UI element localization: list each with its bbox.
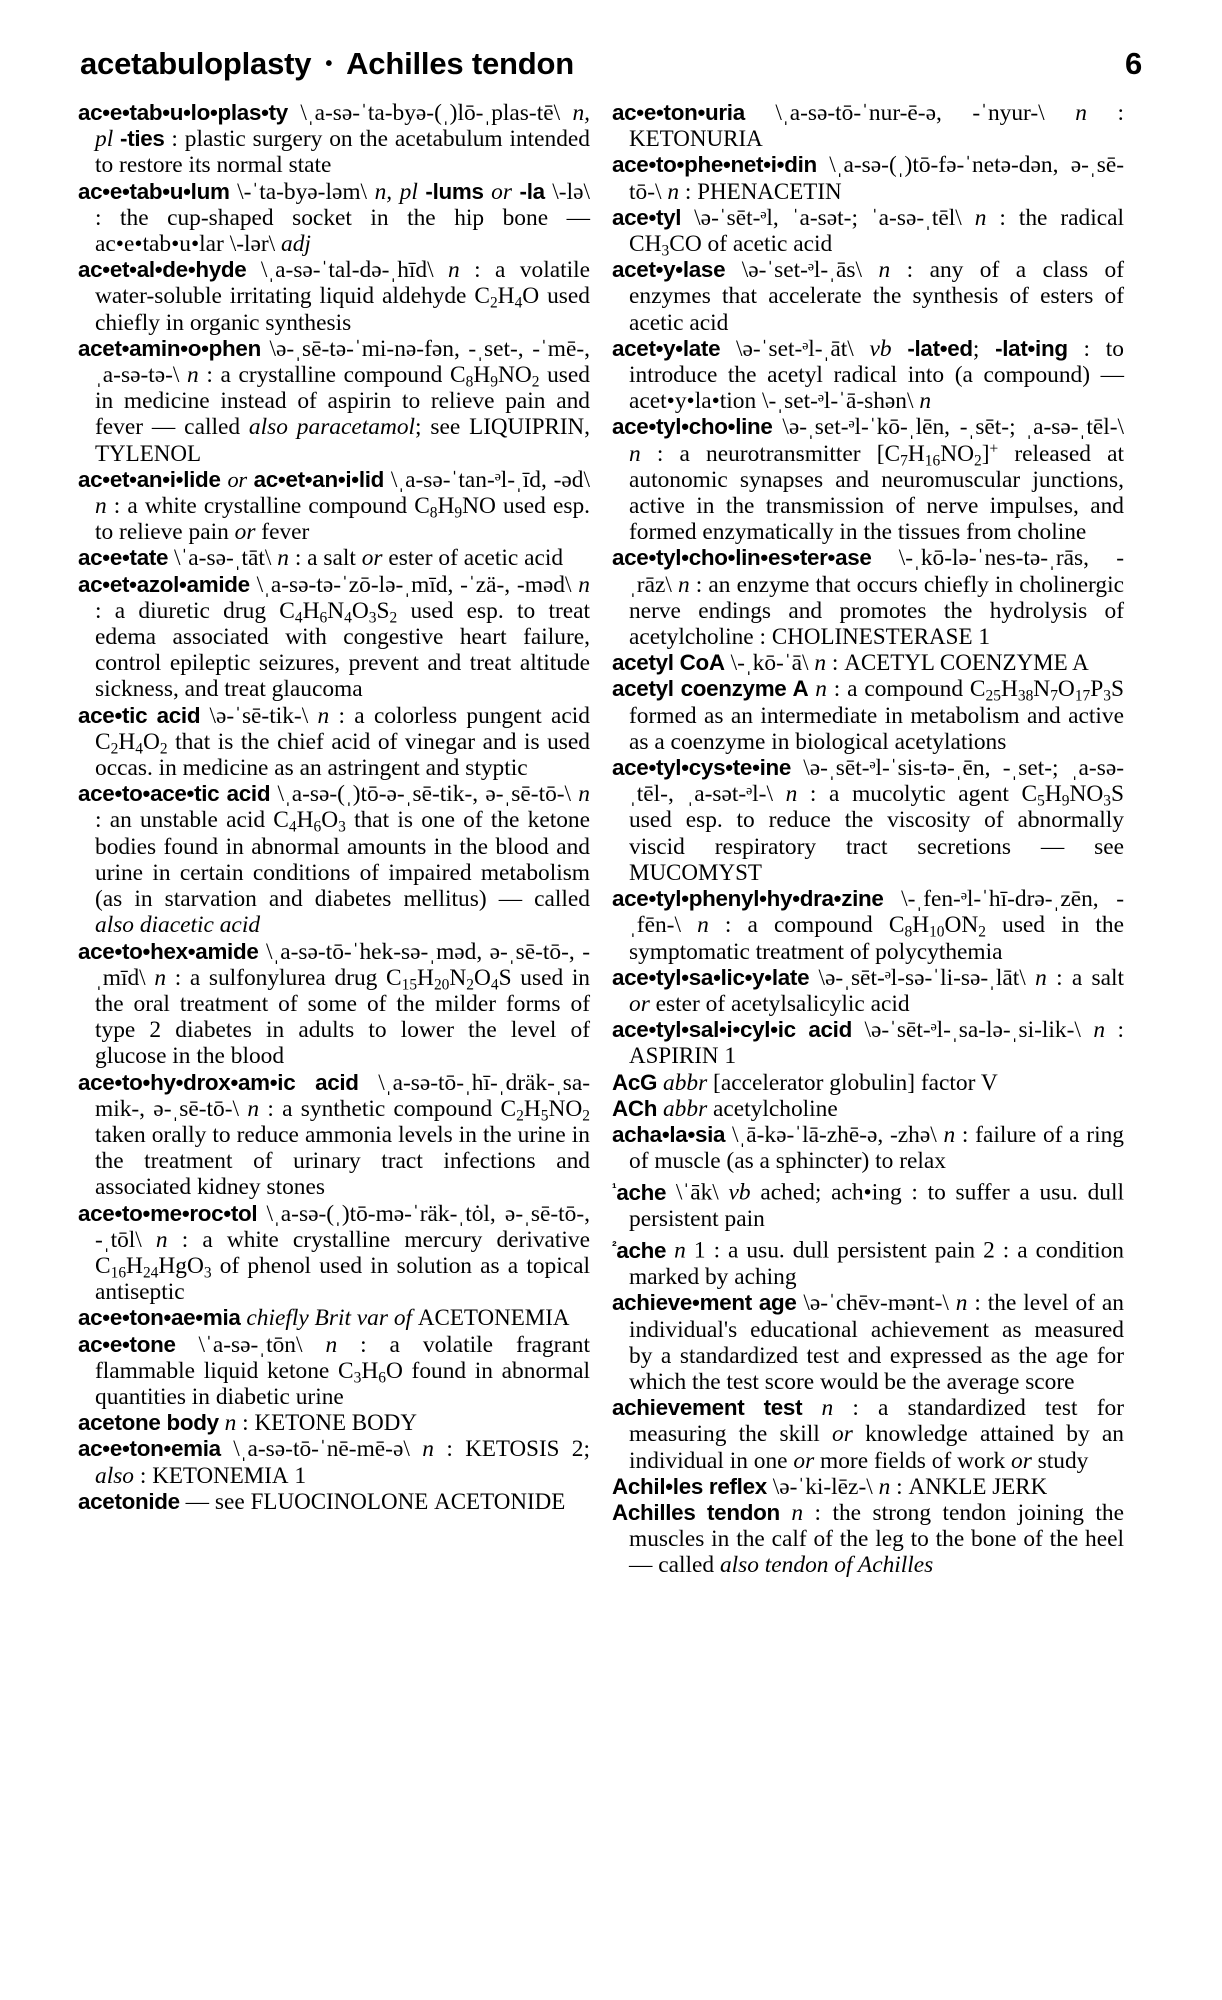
entry-definition: n : the strong tendon joining the muscles in the calf of the leg to the bone of the heel — called also tendon of Achilles [629, 1500, 1124, 1579]
entry-definition: chiefly Brit var of ACETONEMIA [246, 1305, 570, 1332]
entry-definition: \ˌa-sə-tō-ˈnur-ē-ə, -ˈnyur-\ n : KETONURIA [629, 100, 1124, 152]
dictionary-entry [612, 650, 1124, 676]
dictionary-entry [78, 1070, 590, 1201]
dictionary-entry [78, 939, 590, 1070]
entry-headword: Achilles tendon [612, 1500, 780, 1526]
entry-definition: \ˌa-sə-tə-ˈzō-lə-ˌmīd, -ˈzä-, -məd\ n : a diuretic drug $C_4H_6N_4O_3S_2$ used esp. to treat edema associated with congestive heart failure, control epileptic seizures, prevent and treat altitude sickness, and treat glaucoma [95, 571, 590, 703]
dictionary-entry [612, 100, 1124, 152]
dictionary-entry [78, 257, 590, 336]
entry-definition: abbr acetylcholine [662, 1095, 838, 1122]
entry-headword: ac•e•ton•uria [612, 100, 745, 125]
running-head [78, 46, 1144, 82]
entry-headword: ace•to•hy•drox•am•ic acid [78, 1069, 359, 1095]
dictionary-entry [78, 1332, 590, 1411]
entry-headword: ac•e•tone [78, 1331, 176, 1357]
entry-definition: \ˌa-sə-(ˌ)tō-mə-ˈräk-ˌtȯl, ə-ˌsē-tō-, -ˌtōl\ n : a white crystalline mercury derivative $C_{16}H_{24}HgO_3$ of phenol used in solution as a topical antiseptic [95, 1200, 590, 1306]
dictionary-entry [612, 545, 1124, 650]
entry-headword: ace•tyl•cho•lin•es•ter•ase [612, 545, 872, 571]
dictionary-entry [612, 676, 1124, 755]
entry-definition: \ˌa-sə-ˈtal-də-ˌhīd\ n : a volatile water-soluble irritating liquid aldehyde $C_2H_4O$ used chiefly in organic synthesis [95, 257, 590, 336]
entry-headword: ace•to•phe•net•i•din [612, 152, 817, 178]
entry-headword: Achil•les reflex [612, 1473, 767, 1499]
dictionary-entry [612, 1232, 1124, 1290]
entry-definition: — see FLUOCINOLONE ACETONIDE [179, 1488, 566, 1515]
entry-headword: ace•tyl•phenyl•hy•dra•zine [612, 886, 884, 912]
dictionary-entry [612, 1500, 1124, 1579]
dictionary-entry [612, 1122, 1124, 1174]
entry-definition: \ˌa-sə-tō-ˈnē-mē-ə\ n : KETOSIS 2; also : KETONEMIA 1 [95, 1436, 590, 1489]
dictionary-entry [612, 1474, 1124, 1500]
dictionary-entry [612, 755, 1124, 886]
dictionary-entry [612, 1174, 1124, 1232]
entry-headword: acetonide [78, 1488, 180, 1514]
entry-definition: \ˌa-sə-tō-ˌhī-ˌdräk-ˌsa-mik-, ə-ˌsē-tō-\ n : a synthetic compound $C_2H_5NO_2$ taken orally to reduce ammonia levels in the urine in the treatment of urinary tract infections and associated kidney stones [95, 1069, 591, 1201]
entry-definition: \ˈa-sə-ˌtōn\ n : a volatile fragrant flammable liquid ketone $C_3H_6O$ found in abnormal quantities in diabetic urine [95, 1331, 590, 1410]
entry-definition: \ə-ˈki-lēz-\ n : ANKLE JERK [766, 1473, 1048, 1500]
entry-headword: ac•e•ton•emia [78, 1436, 221, 1462]
dictionary-entry [78, 467, 590, 546]
running-head-words [80, 46, 574, 82]
dictionary-entry [612, 965, 1124, 1017]
entry-definition: \ə-ˈset-ᵊl-ˌās\ n : any of a class of enzymes that accelerate the synthesis of esters of acetic acid [629, 257, 1125, 336]
entry-headword: achieve•ment age [612, 1290, 797, 1316]
entry-definition: \ˌa-sə-ˈta-byə-(ˌ)lō-ˌplas-tē\ n, pl -ties : plastic surgery on the acetabulum intended to restore its normal state [95, 100, 591, 179]
entry-headword: ace•to•hex•amide [78, 938, 259, 964]
dictionary-entry [612, 1395, 1124, 1474]
entry-headword: ace•tyl•sal•i•cyl•ic acid [612, 1017, 852, 1043]
dictionary-entry [612, 1096, 1124, 1122]
entry-definition: abbr [accelerator globulin] factor V [663, 1069, 998, 1096]
entry-headword: acet•y•late [612, 335, 721, 361]
dictionary-entry [612, 1290, 1124, 1395]
right-column [612, 100, 1124, 1579]
dictionary-entry [78, 572, 590, 703]
column-container [78, 100, 1144, 1579]
dictionary-entry [78, 703, 590, 782]
dictionary-entry [612, 152, 1124, 204]
dictionary-entry [612, 1070, 1124, 1096]
dictionary-entry [612, 204, 1124, 260]
entry-definition: \ˌa-sə-tō-ˈhek-sə-ˌməd, ə-ˌsē-tō-, -ˌmīd\ n : a sulfonylurea drug $C_{15}H_{20}N_2O_4S$ used in the oral treatment of some of the milder forms of type 2 diabetes in adults to lower the level of glucose in the blood [95, 938, 591, 1070]
entry-headword: ace•tyl•cho•line [612, 414, 773, 440]
entry-headword: ac•et•azol•amide [78, 571, 250, 597]
dictionary-entry [78, 1489, 590, 1515]
entry-headword: ace•tyl•sa•lic•y•late [612, 964, 810, 990]
running-head-left-guideword: acetabuloplasty [80, 46, 312, 81]
entry-headword: ace•tyl [612, 204, 682, 230]
entry-definition: n 1 : a usu. dull persistent pain 2 : a condition marked by aching [629, 1237, 1124, 1291]
dictionary-entry [78, 1410, 590, 1436]
entry-definition: \-ˈta-byə-ləm\ n, pl -lums or -la \-lə\ : the cup-shaped socket in the hip bone — ac•e•tab•u•lar \-lər\ adj [95, 178, 590, 258]
entry-definition: \ə-ˌset-ᵊl-ˈkō-ˌlēn, -ˌsēt-; ˌa-sə-ˌtēl-\ n : a neurotransmitter $[C_7H_{16}NO_2]^+$ released at autonomic synapses and neuromuscular junctions, active in the transmission of nerve impulses, and formed enzymatically in the tissues from choline [629, 414, 1124, 546]
entry-headword: acetyl coenzyme A [612, 676, 809, 702]
entry-definition: \ˌa-sə-(ˌ)tō-fə-ˈnetə-dən, ə-ˌsē-tō-\ n : PHENACETIN [629, 152, 1124, 205]
entry-headword: ac•et•al•de•hyde [78, 257, 247, 283]
dictionary-entry [78, 336, 590, 467]
entry-definition: \ˌa-sə-(ˌ)tō-ə-ˌsē-tik-, ə-ˌsē-tō-\ n : an unstable acid $C_4H_6O_3$ that is one of the ketone bodies found in abnormal amounts in the blood and urine in certain conditions of impaired metabolism (as in starvation and diabetes mellitus) — called also diacetic acid [95, 781, 590, 939]
entry-definition: \ə-ˌsēt-ᵊl-ˈsis-tə-ˌēn, -ˌset-; ˌa-sə-ˌtēl-, ˌa-sət-ᵊl-\ n : a mucolytic agent $C_5H_9NO_3S$ used esp. to reduce the viscosity of abnormally viscid respiratory tract secretions — see MUCOMYST [629, 755, 1124, 885]
dictionary-entry [78, 1201, 590, 1306]
dictionary-entry [78, 781, 590, 938]
entry-headword: $^{^1}$ache [612, 1179, 667, 1205]
entry-definition: \ə-ˈsēt-ᵊl-ˌsa-lə-ˌsi-lik-\ n : ASPIRIN 1 [629, 1017, 1124, 1070]
entry-definition: \ə-ˌsē-tə-ˈmi-nə-fən, -ˌset-, -ˈmē-, ˌa-sə-tə-\ n : a crystalline compound $C_8H_9NO_2$ used in medicine instead of aspirin to relieve pain and fever — called also paracetamol; see LIQUIPRIN, TYLENOL [95, 335, 591, 466]
entry-definition: \ə-ˈset-ᵊl-ˌāt\ vb -lat•ed; -lat•ing : to introduce the acetyl radical into (a compound) — acet•y•la•tion \-ˌset-ᵊl-ˈā-shən\ n [629, 335, 1124, 415]
entry-definition: \ə-ˈsēt-ᵊl, ˈa-sət-; ˈa-sə-ˌtēl\ n : the radical $CH_3CO$ of acetic acid [629, 204, 1124, 260]
entry-headword: acha•la•sia [612, 1121, 726, 1147]
dictionary-entry [78, 1436, 590, 1488]
entry-definition: n : a standardized test for measuring the skill or knowledge attained by an individual in one or more fields of work or study [629, 1395, 1124, 1474]
entry-definition: \ə-ˌsēt-ᵊl-sə-ˈli-sə-ˌlāt\ n : a salt or ester of acetylsalicylic acid [629, 964, 1124, 1017]
left-column [78, 100, 590, 1515]
entry-definition: \-ˌkō-ˈā\ n : ACETYL COENZYME A [724, 650, 1089, 677]
dictionary-entry [78, 100, 590, 179]
entry-headword: ac•e•tab•u•lo•plas•ty [78, 100, 288, 125]
entry-headword: ace•to•ace•tic acid [78, 781, 271, 807]
entry-headword: ace•tyl•cys•te•ine [612, 755, 792, 781]
entry-headword: $^{^2}$ache [612, 1237, 667, 1263]
entry-headword: acetyl CoA [612, 650, 725, 676]
entry-headword: AcG [612, 1069, 658, 1095]
entry-headword: acet•y•lase [612, 257, 726, 283]
dictionary-entry [78, 545, 590, 571]
entry-headword: acetone body [78, 1410, 219, 1436]
entry-headword: ac•e•tate [78, 545, 169, 571]
dictionary-entry [612, 257, 1124, 336]
entry-definition: \ˌa-sə-ˈtan-ᵊl-ˌīd, -əd\ n : a white crystalline compound $C_8H_9NO$ used esp. to relieve pain or fever [95, 466, 590, 546]
entry-definition: n : KETONE BODY [224, 1410, 417, 1437]
entry-definition: \-ˌkō-lə-ˈnes-tə-ˌrās, -ˌrāz\ n : an enzyme that occurs chiefly in cholinergic nerve endings and promotes the hydrolysis of acetylcholine : CHOLINESTERASE 1 [629, 545, 1124, 651]
entry-headword: ac•et•an•i•lide or ac•et•an•i•lid [78, 466, 385, 492]
entry-definition: \ˌā-kə-ˈlā-zhē-ə, -zhə\ n : failure of a ring of muscle (as a sphincter) to relax [629, 1121, 1124, 1175]
entry-headword: ac•e•ton•ae•mia [78, 1305, 241, 1331]
entry-headword: achievement test [612, 1395, 803, 1421]
page-number: 6 [1124, 46, 1142, 81]
dictionary-entry [78, 1305, 590, 1331]
running-head-right-guideword: Achilles tendon [346, 46, 574, 81]
dictionary-entry [612, 886, 1124, 965]
entry-headword: ace•to•me•roc•tol [78, 1200, 258, 1226]
entry-definition: \ə-ˈsē-tik-\ n : a colorless pungent acid $C_2H_4O_2$ that is the chief acid of vinegar and is used occas. in medicine as an astringent and styptic [95, 702, 590, 782]
dictionary-entry [78, 179, 590, 258]
entry-definition: \-ˌfen-ᵊl-ˈhī-drə-ˌzēn, -ˌfēn-\ n : a compound $C_8H_{10}ON_2$ used in the symptomatic treatment of polycythemia [629, 886, 1124, 965]
entry-headword: ACh [612, 1095, 658, 1121]
entry-headword: ace•tic acid [78, 702, 201, 728]
dictionary-entry [612, 414, 1124, 545]
entry-definition: \ˈāk\ vb ached; ach•ing : to suffer a usu. dull persistent pain [629, 1179, 1124, 1233]
entry-definition: \ə-ˈchēv-mənt-\ n : the level of an individual's educational achievement as measured by a standardized test and expressed as the age for which the test score would be the average score [629, 1290, 1125, 1395]
running-head-bullet: • [325, 53, 333, 75]
entry-headword: ac•e•tab•u•lum [78, 178, 230, 204]
dictionary-entry [612, 1017, 1124, 1069]
dictionary-entry [612, 336, 1124, 415]
entry-headword: acet•amin•o•phen [78, 335, 261, 361]
entry-definition: \ˈa-sə-ˌtāt\ n : a salt or ester of acetic acid [168, 545, 564, 572]
entry-definition: n : a compound $C_{25}H_{38}N_7O_{17}P_3S$ formed as an intermediate in metabolism and active as a coenzyme in biological acetylations [629, 676, 1125, 755]
